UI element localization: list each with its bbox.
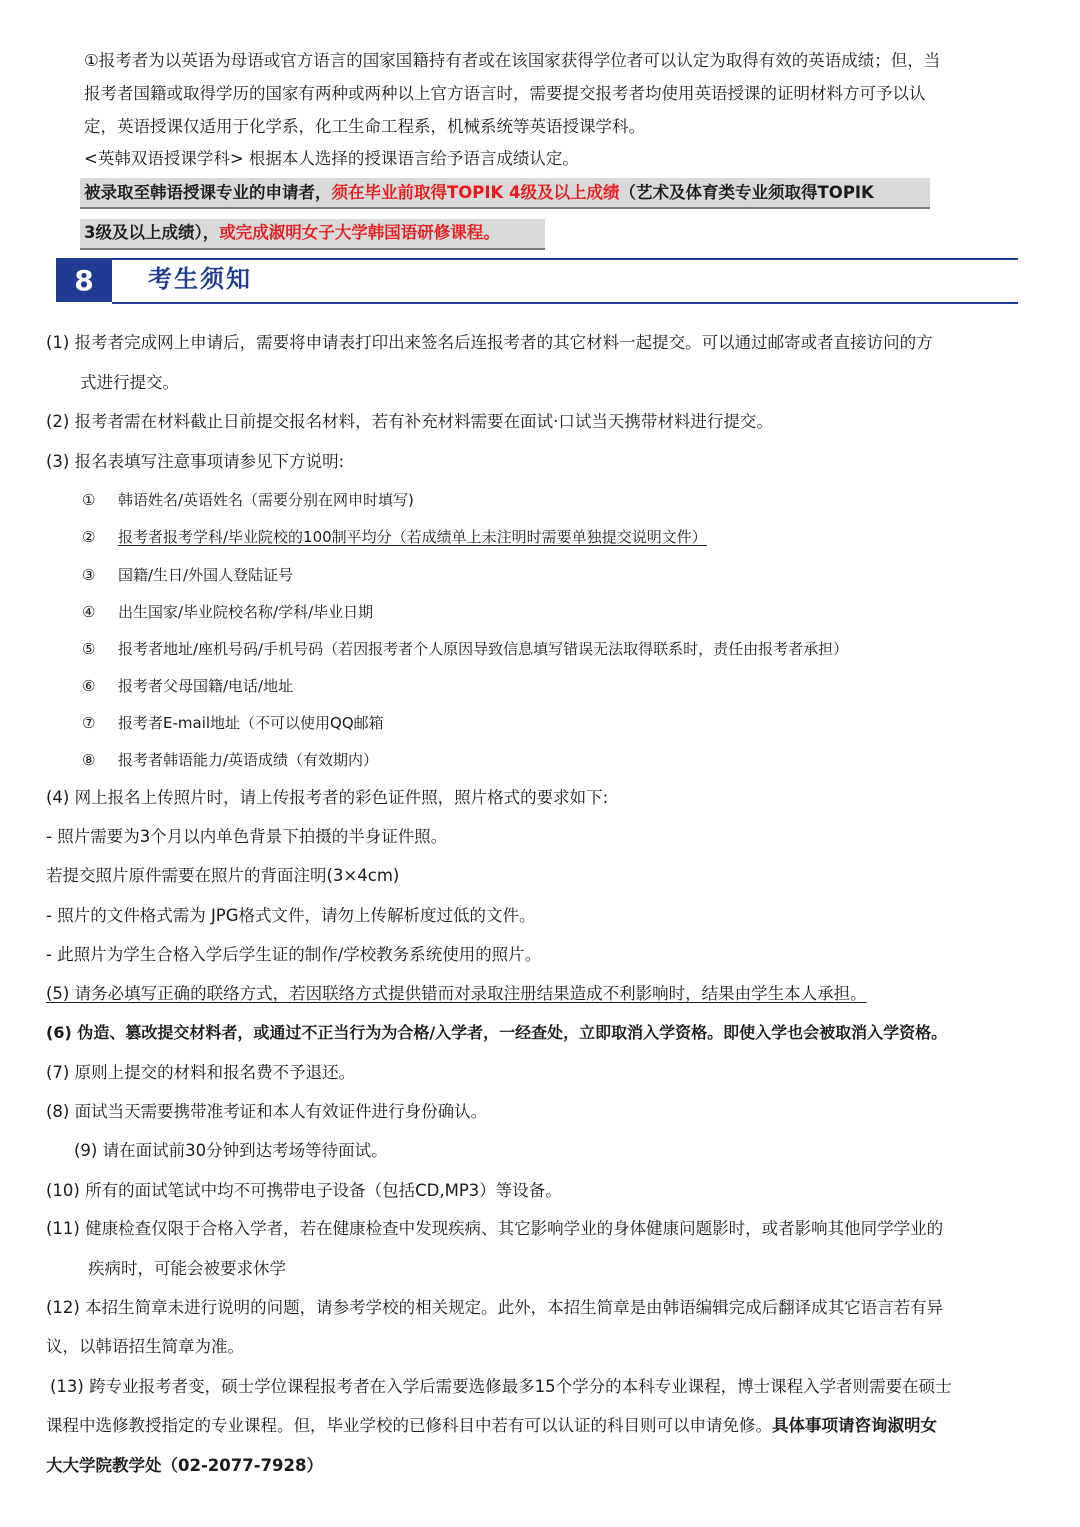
list-item-number: ① [82,491,96,509]
note-10: (10) 所有的面试笔试中均不可携带电子设备（包括CD,MP3）等设备。 [46,1181,562,1200]
note-11-line2: 疾病时，可能会被要求休学 [88,1259,286,1278]
list-item [82,601,373,623]
note-2: (2) 报考者需在材料截止日前提交报名材料，若有补充材料需要在面试·口试当天携带材料进行提交。 [46,412,773,431]
list-item [82,712,384,734]
highlight-line-2 [84,222,500,244]
list-item [82,675,293,697]
note-4-b: 若提交照片原件需要在照片的背面注明(3×4cm) [46,866,400,885]
note-12-line2: 议，以韩语招生简章为准。 [46,1337,244,1356]
list-item-number: ④ [82,603,96,621]
section-title: 考生须知 [148,265,252,293]
note-1-line1: (1) 报考者完成网上申请后，需要将申请表打印出来签名后连报考者的其它材料一起提交。可以通过邮寄或者直接访问的方 [46,333,933,352]
note-4: (4) 网上报名上传照片时，请上传报考者的彩色证件照，照片格式的要求如下: [46,788,609,807]
note-4-c: - 照片的文件格式需为 JPG格式文件，请勿上传解析度过低的文件。 [46,906,536,925]
note-13-line3: 大大学院教学处（02-2077-7928） [46,1456,324,1475]
note-4-a: - 照片需要为3个月以内单色背景下拍摄的半身证件照。 [46,827,448,846]
intro-p1-line2: 报考者国籍或取得学历的国家有两种或两种以上官方语言时，需要提交报考者均使用英语授课的证明材料方可予以认 [84,84,926,103]
note-13-line2-text: 课程中选修教授指定的专业课程。但，毕业学校的已修科目中若有可以认证的科目则可以申请免修。 [46,1416,772,1435]
note-4-d: - 此照片为学生合格入学后学生证的制作/学校教务系统使用的照片。 [46,945,542,964]
note-8: (8) 面试当天需要携带准考证和本人有效证件进行身份确认。 [46,1102,488,1121]
list-item-text: 国籍/生日/外国人登陆证号 [118,566,294,584]
note-13-line1: (13) 跨专业报考者变，硕士学位课程报考者在入学后需要选修最多15个学分的本科专业课程，博士课程入学者则需要在硕士 [50,1377,952,1396]
highlight-2-a: 3级及以上成绩）， [84,223,220,242]
list-item-number: ⑧ [82,751,96,769]
intro-p1-line1: ①报考者为以英语为母语或官方语言的国家国籍持有者或在该国家获得学位者可以认定为取得有效的英语成绩；但，当 [84,51,941,70]
list-item [82,489,414,511]
list-item-number: ⑦ [82,714,96,732]
note-13-line2-contact: 具体事项请咨询淑明女 [772,1416,937,1435]
note-1-line2: 式进行提交。 [80,373,179,392]
highlight-1-a: 被录取至韩语授课专业的申请者， [84,183,332,202]
list-item-text: 报考者报考学科/毕业院校的100制平均分（若成绩单上未注明时需要单独提交说明文件） [118,528,707,546]
section-rule-bottom [112,302,1018,304]
section-number-badge: 8 [56,258,112,302]
note-7: (7) 原则上提交的材料和报名费不予退还。 [46,1063,356,1082]
list-item [82,564,293,586]
highlight-line-1 [84,182,874,204]
list-item-text: 报考者父母国籍/电话/地址 [118,677,294,695]
note-11-line1: (11) 健康检查仅限于合格入学者，若在健康检查中发现疾病、其它影响学业的身体健康问题影时，或者影响其他同学学业的 [46,1219,944,1238]
note-5: (5) 请务必填写正确的联络方式，若因联络方式提供错而对录取注册结果造成不利影响时，结果由学生本人承担。 [46,984,867,1003]
intro-p1-line3: 定，英语授课仅适用于化学系，化工生命工程系，机械系统等英语授课学科。 [84,117,645,136]
list-item-text: 报考者E-mail地址（不可以使用QQ邮箱 [118,714,384,732]
list-item-number: ⑤ [82,640,96,658]
note-13-line2 [46,1415,937,1437]
list-item-text: 报考者韩语能力/英语成绩（有效期内） [118,751,379,769]
note-3: (3) 报名表填写注意事项请参见下方说明: [46,452,345,471]
list-item-text: 报考者地址/座机号码/手机号码（若因报考者个人原因导致信息填写错误无法取得联系时，责任由报考者承担） [118,640,849,658]
list-item [82,749,378,771]
section-rule-top [112,258,1018,260]
list-item [82,526,707,548]
highlight-2-b: 或完成淑明女子大学韩国语研修课程。 [219,223,500,242]
list-item-text: 出生国家/毕业院校名称/学科/毕业日期 [118,603,374,621]
list-item-number: ③ [82,566,96,584]
note-6: (6) 伪造、篡改提交材料者，或通过不正当行为为合格/入学者，一经查处，立即取消入学资格。即使入学也会被取消入学资格。 [46,1023,948,1042]
list-item-text: 韩语姓名/英语姓名（需要分别在网申时填写) [118,491,414,509]
highlight-1-b: 须在毕业前取得TOPIK 4级及以上成绩 [331,183,620,202]
list-item [82,638,848,660]
list-item-number: ⑥ [82,677,96,695]
note-12-line1: (12) 本招生简章未进行说明的问题，请参考学校的相关规定。此外，本招生简章是由韩语编辑完成后翻译成其它语言若有异 [46,1298,944,1317]
note-9: (9) 请在面试前30分钟到达考场等待面试。 [74,1141,388,1160]
highlight-1-c: （艺术及体育类专业须取得TOPIK [619,183,874,202]
list-item-number: ② [82,528,96,546]
intro-p2: <英韩双语授课学科> 根据本人选择的授课语言给予语言成绩认定。 [84,149,579,168]
